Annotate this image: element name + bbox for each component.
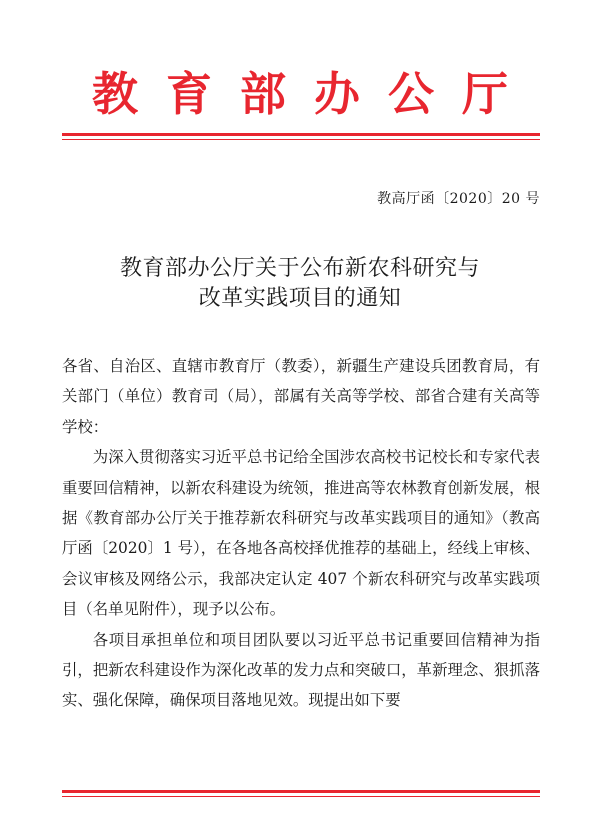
- masthead-red-rule-thick: [62, 133, 540, 136]
- title-line-2: 改革实践项目的通知: [198, 286, 402, 311]
- title-line-1: 教育部办公厅关于公布新农科研究与: [119, 256, 480, 281]
- document-body: [62, 351, 540, 716]
- document-title: [0, 254, 600, 314]
- body-paragraph-2: 各项目承担单位和项目团队要以习近平总书记重要回信精神为指引，把新农科建设作为深化改革的发力点和突破口，革新理念、狠抓落实、强化保障，确保项目落地见效。现提出如下要: [62, 630, 540, 710]
- document-number: 教高厅函〔2020〕20 号: [377, 191, 540, 207]
- issuer-masthead: 教育部办公厅: [92, 67, 536, 121]
- footer-red-rule-thick: [62, 790, 540, 793]
- salutation: 各省、自治区、直辖市教育厅（教委），新疆生产建设兵团教育局，有关部门（单位）教育司（局），部属有关高等学校、部省合建有关高等学校：: [62, 357, 540, 436]
- footer-red-rule-thin: [62, 796, 540, 797]
- body-paragraph-1: 为深入贯彻落实习近平总书记给全国涉农高校书记校长和专家代表重要回信精神，以新农科建设为统领，推进高等农林教育创新发展，根据《教育部办公厅关于推荐新农科研究与改革实践项目的通知》（教高厅函〔2020〕1 号），在各地各高校择优推荐的基础上，经线上审核、会议审核及网络公示，我部决定认定 407 个新农科研究与改革实践项目（名单见附件），现予以公布。: [62, 448, 540, 619]
- masthead-red-rule-thin: [62, 139, 540, 140]
